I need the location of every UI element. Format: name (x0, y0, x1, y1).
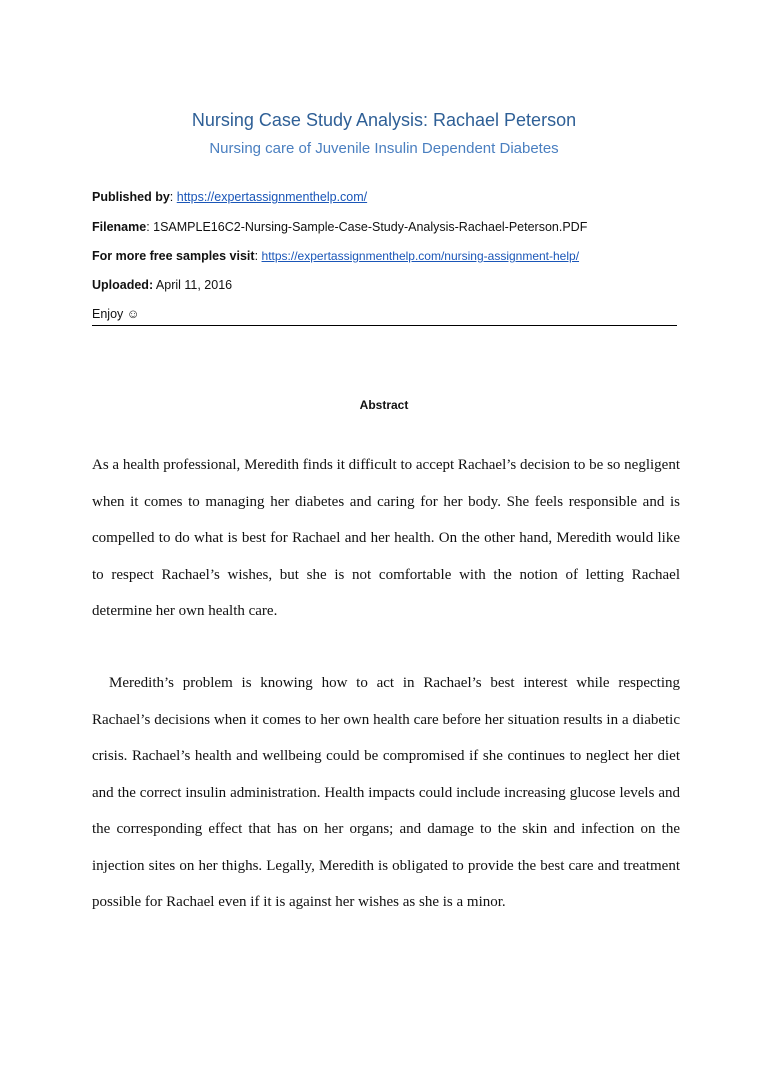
abstract-heading: Abstract (359, 398, 409, 412)
header-divider (92, 325, 677, 326)
published-label: Published by (92, 190, 170, 204)
uploaded-value: April 11, 2016 (155, 278, 233, 292)
published-link[interactable]: https://expertassignmenthelp.com/ (176, 190, 368, 204)
uploaded-line (92, 278, 232, 292)
filename-value: 1SAMPLE16C2-Nursing-Sample-Case-Study-Analysis-Rachael-Peterson.PDF (153, 220, 588, 234)
document-title: Nursing Case Study Analysis: Rachael Peterson (191, 110, 577, 130)
filename-line: Filename: 1SAMPLE16C2-Nursing-Sample-Case-Study-Analysis-Rachael-Peterson.PDF (92, 220, 588, 234)
uploaded-label: Uploaded: (92, 278, 154, 292)
document-subtitle: Nursing care of Juvenile Insulin Dependent Diabetes (209, 140, 559, 157)
enjoy-line: Enjoy ☺ (92, 307, 140, 321)
abstract-paragraph-1: As a health professional, Meredith finds it difficult to accept Rachael’s decision to be so negligent when it comes to managing her diabetes and caring for her body. She feels responsible and is compelled to do what is best for Rachael and her health. On the other hand, Meredith would like to respect Rachael’s wishes, but she is not comfortable with the notion of letting Rachael determine her own health care. (92, 457, 680, 619)
abstract-paragraph-2: Meredith’s problem is knowing how to act in Rachael’s best interest while respecting Rachael’s decisions when it comes to her own health care before her situation results in a diabetic crisis. Rachael’s health and wellbeing could be compromised if she continues to neglect her diet and the correct insulin administration. Health impacts could include increasing glucose levels and the corresponding effect that has on her organs; and damage to the skin and infection on the injection sites on her thighs. Legally, Meredith is obligated to provide the best care and treatment possible for Rachael even if it is against her wishes as she is a minor. (92, 675, 680, 910)
samples-line: For more free samples visit: https://expertassignmenthelp.com/nursing-assignment-help/ (92, 249, 580, 263)
published-line: Published by: https://expertassignmenthelp.com/ (92, 190, 368, 204)
samples-label: For more free samples visit (92, 249, 255, 263)
filename-label: Filename (92, 220, 147, 234)
samples-link[interactable]: https://expertassignmenthelp.com/nursing-assignment-help/ (261, 249, 580, 263)
